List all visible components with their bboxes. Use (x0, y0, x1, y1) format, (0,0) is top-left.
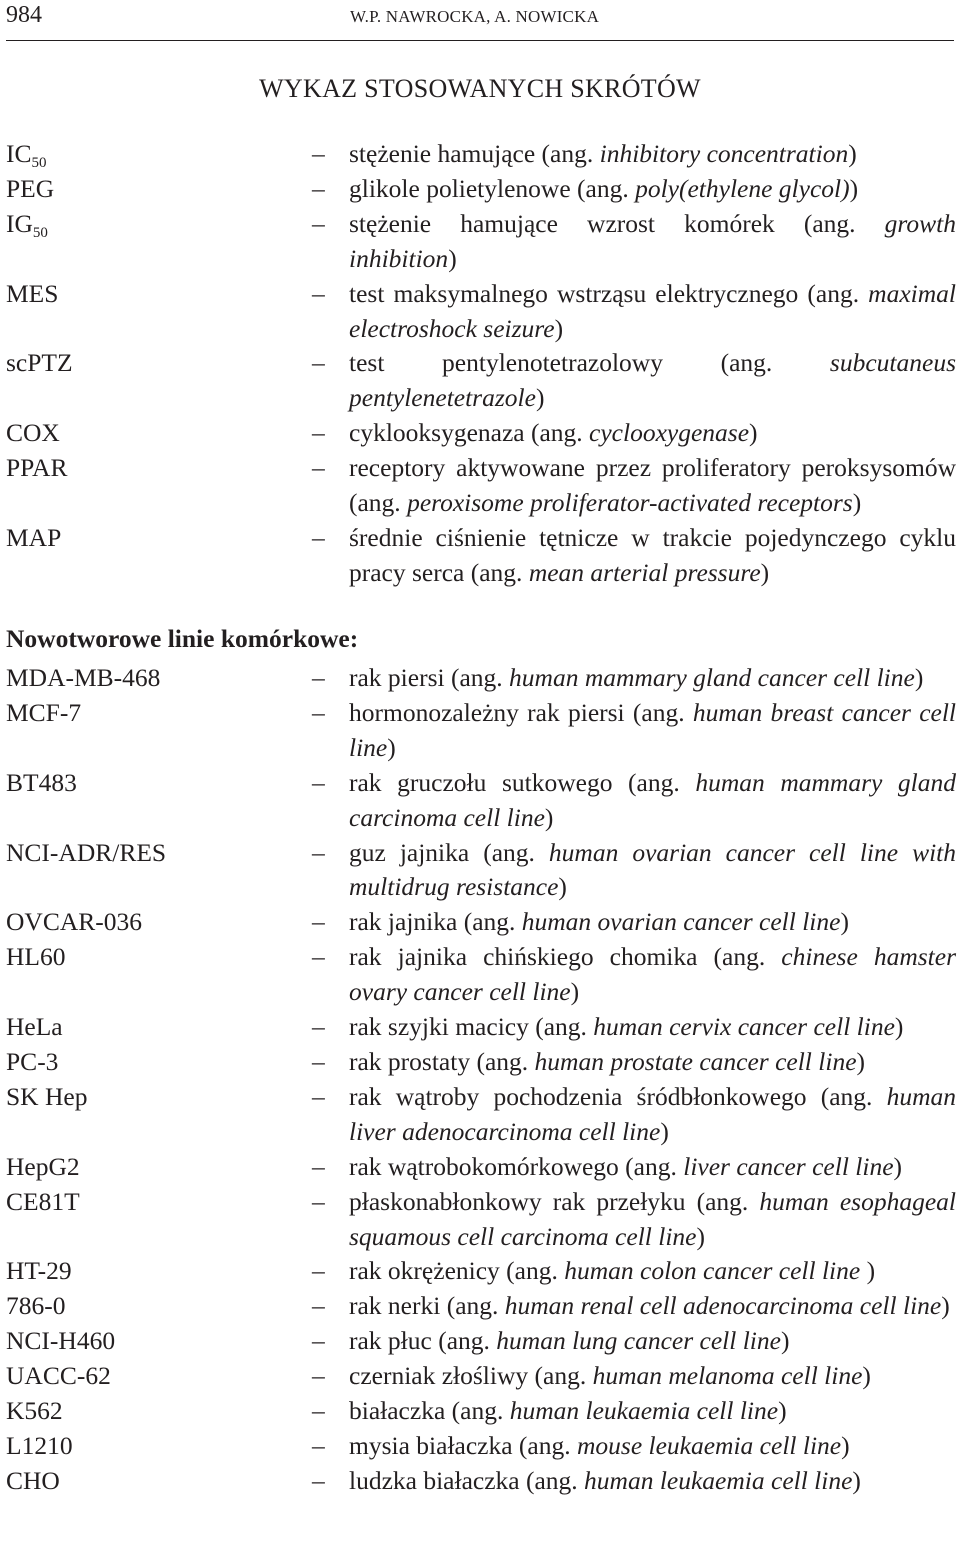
entry-dash: – (312, 663, 325, 692)
section-title: WYKAZ STOSOWANYCH SKRÓTÓW (259, 74, 701, 103)
page-header (0, 0, 960, 40)
entry-dash: – (312, 1046, 325, 1076)
cell-lines-heading: Nowotworowe linie komórkowe: (6, 624, 359, 653)
entry-dash: – (312, 173, 325, 203)
entry-dash: – (312, 348, 325, 378)
cell-line-term: NCI-ADR/RES (6, 837, 167, 867)
cell-line-definition: hormonozależny rak piersi (ang. human breast cancer cell line) (349, 697, 956, 762)
abbreviation-entry (6, 277, 956, 347)
cell-line-term: K562 (6, 1396, 63, 1426)
cell-line-entry (6, 1150, 956, 1185)
abbreviation-definition: stężenie hamujące wzrost komórek (ang. growth inhibition) (349, 208, 956, 273)
abbreviation-definition: cyklooksygenaza (ang. cyclooxygenase) (349, 418, 758, 448)
cell-line-entry (6, 1254, 956, 1289)
cell-line-entry (6, 1185, 956, 1255)
cell-line-entry (6, 766, 956, 836)
cell-line-definition: rak wątrobokomórkowego (ang. liver cancer cell line) (349, 1151, 903, 1181)
abbreviation-term: PPAR (6, 453, 68, 483)
cell-line-entry (6, 1324, 956, 1359)
cell-line-definition: rak płuc (ang. human lung cancer cell line) (349, 1326, 790, 1356)
entry-dash: – (312, 907, 325, 937)
abbreviation-definition: stężenie hamujące (ang. inhibitory concentration) (349, 139, 857, 168)
entry-dash: – (312, 1081, 325, 1111)
entry-dash: – (312, 1256, 325, 1286)
cell-line-entry (6, 1429, 956, 1464)
cell-line-term: OVCAR-036 (6, 907, 143, 937)
entry-dash: – (312, 278, 325, 308)
entry-dash: – (312, 1361, 325, 1391)
entry-dash: – (312, 418, 325, 448)
abbreviation-entry (6, 207, 956, 277)
abbreviation-subscript: 50 (32, 224, 48, 241)
cell-line-definition: rak prostaty (ang. human prostate cancer cell line) (349, 1046, 866, 1076)
cell-line-term: SK Hep (6, 1081, 88, 1111)
cell-line-entry (6, 661, 956, 696)
cell-line-definition: czerniak złośliwy (ang. human melanoma cell line) (349, 1361, 871, 1391)
cell-line-term: HepG2 (6, 1151, 80, 1181)
cell-line-definition: rak gruczołu sutkowego (ang. human mammary gland carcinoma cell line) (349, 767, 956, 832)
abbreviation-term: PEG (6, 173, 55, 203)
cell-line-entry (6, 940, 956, 1010)
entry-dash: – (312, 139, 325, 168)
cell-line-term: 786-0 (6, 1291, 66, 1321)
cell-line-term: PC-3 (6, 1046, 59, 1076)
cell-line-entry (6, 1045, 956, 1080)
abbreviation-term: $IG_{50}$ (6, 208, 48, 241)
abbreviation-term: MES (6, 278, 59, 308)
abbreviation-definition: glikole polietylenowe (ang. poly(ethylene glycol)) (349, 173, 859, 203)
cell-line-term: HeLa (6, 1012, 63, 1042)
cell-line-definition: ludzka białaczka (ang. human leukaemia cell line) (349, 1465, 861, 1495)
cell-line-term: CE81T (6, 1186, 80, 1216)
cell-line-definition: rak wątroby pochodzenia śródbłonkowego (ang. human liver adenocarcinoma cell line) (349, 1081, 956, 1146)
cell-line-entry (6, 1359, 956, 1394)
abbreviation-subscript: 50 (31, 155, 47, 171)
cell-line-entry (6, 1289, 956, 1324)
entry-dash: – (312, 837, 325, 867)
page-number: 984 (6, 2, 42, 28)
abbreviation-entry (6, 416, 956, 451)
cell-line-entry (6, 1394, 956, 1429)
cell-line-definition: rak piersi (ang. human mammary gland cancer cell line) (349, 663, 924, 692)
entry-dash: – (312, 1186, 325, 1216)
cell-line-entry (6, 1080, 956, 1150)
cell-line-term: BT483 (6, 767, 77, 797)
abbreviation-definition: test maksymalnego wstrząsu elektrycznego (ang. maximal electroshock seizure) (349, 278, 956, 343)
cell-line-entry (6, 1464, 956, 1499)
cell-line-entry (6, 1010, 956, 1045)
cell-line-term: MCF-7 (6, 697, 82, 727)
cell-line-term: UACC-62 (6, 1361, 111, 1391)
abbreviation-entry (6, 521, 956, 591)
abbreviation-entry (6, 172, 956, 207)
abbreviation-term: MAP (6, 522, 62, 552)
cell-line-definition: płaskonabłonkowy rak przełyku (ang. human esophageal squamous cell carcinoma cell line) (349, 1186, 957, 1251)
entry-dash: – (312, 1430, 325, 1460)
cell-line-definition: rak jajnika chińskiego chomika (ang. chinese hamster ovary cancer cell line) (349, 942, 956, 1007)
abbreviation-definition: test pentylenotetrazolowy (ang. subcutaneus pentylenetetrazole) (349, 348, 956, 413)
entry-dash: – (312, 1465, 325, 1495)
cell-line-entry (6, 905, 956, 940)
cell-line-term: MDA-MB-468 (6, 663, 161, 692)
entry-dash: – (312, 1291, 325, 1321)
abbreviation-entry (6, 346, 956, 416)
entry-dash: – (312, 453, 325, 483)
abbreviation-term: $IC_{50}$ (6, 139, 47, 171)
cell-line-definition: rak okrężenicy (ang. human colon cancer cell line ) (349, 1256, 876, 1286)
entry-dash: – (312, 1396, 325, 1426)
header-rule (6, 40, 954, 41)
cell-line-definition: rak szyjki macicy (ang. human cervix cancer cell line) (349, 1012, 904, 1042)
abbreviation-term: scPTZ (6, 348, 73, 378)
cell-line-definition: białaczka (ang. human leukaemia cell line) (349, 1396, 787, 1426)
cell-line-definition: guz jajnika (ang. human ovarian cancer cell line with multidrug resistance) (349, 837, 956, 902)
cell-line-term: CHO (6, 1465, 60, 1495)
abbreviation-term: COX (6, 418, 60, 448)
cell-line-list (6, 661, 956, 1499)
entry-dash: – (312, 697, 325, 727)
cell-line-entry (6, 696, 956, 766)
cell-line-definition: rak jajnika (ang. human ovarian cancer cell line) (349, 907, 849, 937)
entry-dash: – (312, 522, 325, 552)
cell-line-term: L1210 (6, 1430, 73, 1460)
entry-dash: – (312, 1012, 325, 1042)
abbreviation-definition: średnie ciśnienie tętnicze w trakcie pojedynczego cyklu pracy serca (ang. mean arterial pressure) (349, 522, 956, 587)
entry-dash: – (312, 1326, 325, 1356)
running-head: W.P. NAWROCKA, A. NOWICKA (350, 7, 600, 26)
cell-line-definition: rak nerki (ang. human renal cell adenocarcinoma cell line) (349, 1291, 950, 1321)
abbreviation-list (6, 137, 956, 591)
abbreviation-entry (6, 137, 956, 172)
entry-dash: – (312, 942, 325, 972)
cell-line-term: HT-29 (6, 1256, 72, 1286)
abbreviation-entry (6, 451, 956, 521)
abbreviation-definition: receptory aktywowane przez proliferatory peroksysomów (ang. peroxisome proliferator-activated receptors) (349, 453, 956, 518)
cell-line-term: NCI-H460 (6, 1326, 116, 1356)
entry-dash: – (312, 208, 325, 238)
cell-line-definition: mysia białaczka (ang. mouse leukaemia cell line) (349, 1430, 850, 1460)
cell-line-entry (6, 836, 956, 906)
entry-dash: – (312, 767, 325, 797)
cell-line-term: HL60 (6, 942, 66, 972)
entry-dash: – (312, 1151, 325, 1181)
